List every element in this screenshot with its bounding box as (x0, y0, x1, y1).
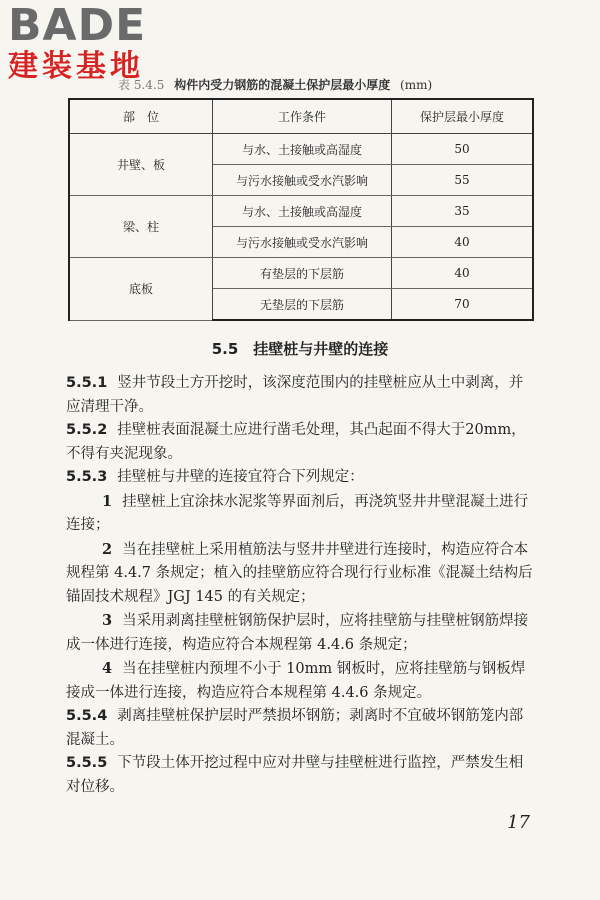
condition-cell: 与水、土接触或高湿度 (212, 196, 391, 227)
value-cell: 40 (392, 227, 533, 258)
clause-number: 5.5.3 (66, 469, 108, 485)
cover-thickness-table (68, 98, 534, 321)
watermark-logo (8, 0, 178, 84)
clause-5-5-2 (66, 419, 536, 466)
list-item (66, 609, 536, 657)
item-text: 当在挂壁桩上采用植筋法与竖井井壁进行连接时，构造应符合本规程第 4.4.7 条规定；植入的挂壁筋应符合现行行业标准《混凝土结构后锚固技术规程》JGJ 145 的有关规定； (66, 541, 533, 605)
clause-number: 5.5.1 (66, 375, 108, 391)
clause-number: 5.5.2 (66, 422, 108, 438)
table-number: 表 5.4.5 (118, 78, 165, 92)
item-number: 3 (102, 612, 113, 629)
condition-cell: 与水、土接触或高湿度 (212, 134, 391, 165)
clause-text: 挂壁桩表面混凝土应进行凿毛处理，其凸起面不得大于20mm，不得有夹泥现象。 (66, 422, 526, 462)
list-item (66, 657, 536, 705)
clause-number: 5.5.5 (66, 755, 108, 771)
logo-text-main: BADE (8, 0, 147, 51)
clause-number: 5.5.4 (66, 708, 108, 724)
clause-5-5-5 (66, 752, 536, 799)
table-row (69, 134, 533, 165)
page-number: 17 (507, 812, 530, 833)
section-body (66, 372, 536, 799)
table-header-row (69, 99, 533, 134)
table-title: 构件内受力钢筋的混凝土保护层最小厚度 (174, 78, 391, 92)
header-part: 部 位 (69, 99, 212, 134)
item-number: 1 (102, 492, 113, 510)
clause-5-5-1 (66, 372, 536, 419)
table-row (69, 196, 533, 227)
part-cell: 梁、柱 (69, 196, 212, 258)
value-cell: 35 (392, 196, 533, 227)
condition-cell: 与污水接触或受水汽影响 (212, 227, 391, 258)
table-caption (118, 76, 432, 93)
clause-text: 挂壁桩与井壁的连接宜符合下列规定： (117, 469, 364, 485)
clause-text: 剥离挂壁桩保护层时严禁损坏钢筋；剥离时不宜破坏钢筋笼内部混凝土。 (66, 708, 524, 748)
table-row (69, 258, 533, 289)
clause-text: 下节段土体开挖过程中应对井壁与挂壁桩进行监控，严禁发生相对位移。 (66, 755, 524, 795)
condition-cell: 有垫层的下层筋 (212, 258, 391, 289)
value-cell: 50 (392, 134, 533, 165)
clause-text: 竖井节段土方开挖时，该深度范围内的挂壁桩应从土中剥离，并应清理干净。 (66, 375, 524, 415)
clause-5-5-4 (66, 705, 536, 752)
section-title: 5.5 挂壁桩与井壁的连接 (211, 340, 389, 358)
condition-cell: 无垫层的下层筋 (212, 289, 391, 321)
header-condition: 工作条件 (212, 99, 391, 134)
item-number: 2 (102, 540, 113, 558)
list-item (66, 490, 536, 538)
item-number: 4 (102, 660, 113, 677)
part-cell: 井壁、板 (69, 134, 212, 196)
list-item (66, 538, 536, 610)
logo-text-sub: 建装基地 (8, 49, 144, 84)
table-unit: (mm) (400, 78, 433, 92)
value-cell: 70 (392, 289, 533, 321)
part-cell: 底板 (69, 258, 212, 321)
item-text: 当采用剥离挂壁桩钢筋保护层时，应将挂壁筋与挂壁桩钢筋焊接成一体进行连接，构造应符合本规程第 4.4.6 条规定； (66, 613, 529, 653)
item-text: 当在挂壁桩内预埋不小于 10mm 钢板时，应将挂壁筋与钢板焊接成一体进行连接，构造应符合本规程第 4.4.6 条规定。 (66, 661, 526, 701)
value-cell: 40 (392, 258, 533, 289)
clause-5-5-3 (66, 466, 536, 490)
value-cell: 55 (392, 165, 533, 196)
header-min-thickness: 保护层最小厚度 (392, 99, 533, 134)
condition-cell: 与污水接触或受水汽影响 (212, 165, 391, 196)
item-text: 挂壁桩上宜涂抹水泥浆等界面剂后，再浇筑竖井井壁混凝土进行连接； (66, 493, 529, 533)
